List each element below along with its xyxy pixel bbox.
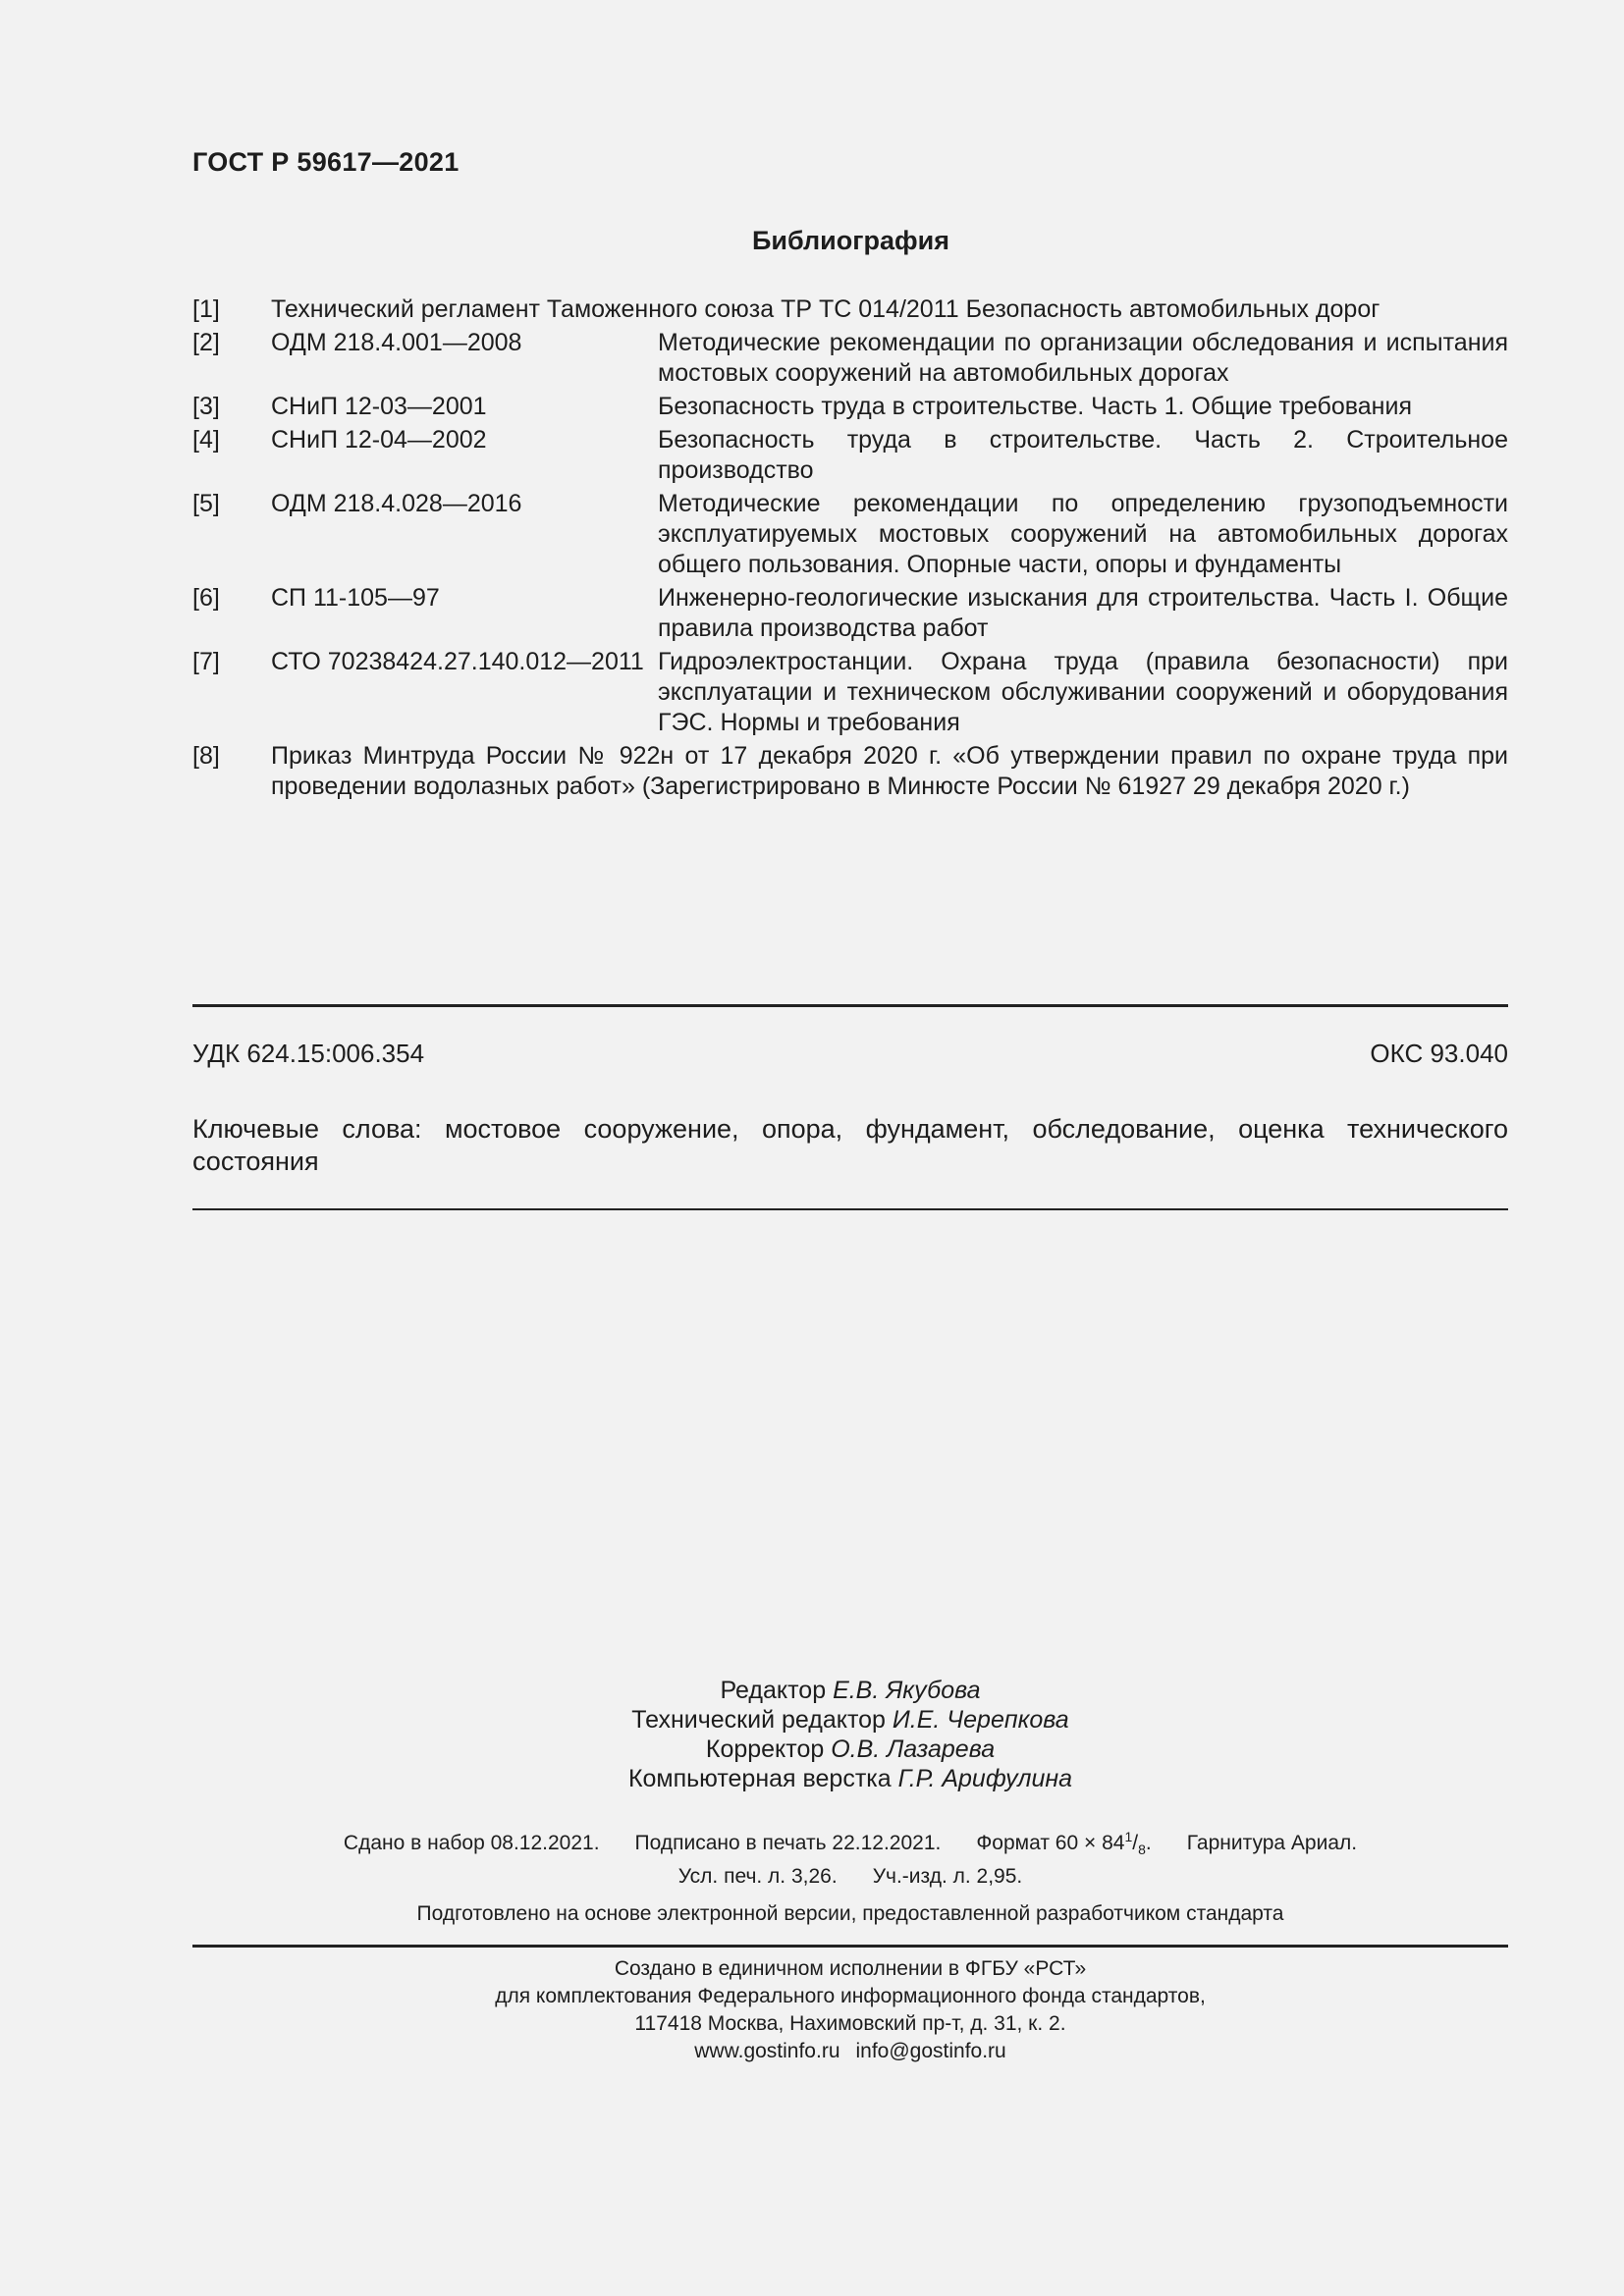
ref-number: [1] bbox=[192, 295, 220, 323]
layout-label: Компьютерная верстка bbox=[627, 1765, 892, 1792]
editor-name: Е.В. Якубова bbox=[833, 1677, 981, 1704]
ref-number: [4] bbox=[192, 426, 220, 454]
bibliography-title: Библиография bbox=[752, 226, 949, 255]
ref-number: [8] bbox=[192, 742, 220, 770]
signed-date: Подписано в печать 22.12.2021. bbox=[634, 1832, 942, 1854]
keywords: Ключевые слова: мостовое сооружение, опора, фундамент, обследование, оценка технического состояния bbox=[192, 1114, 1508, 1176]
publisher-address: 117418 Москва, Нахимовский пр-т, д. 31, к. 2. bbox=[634, 2012, 1066, 2035]
printed-sheets: Усл. печ. л. 3,26. bbox=[677, 1865, 838, 1889]
ref-number: [6] bbox=[192, 584, 220, 612]
ref-title: Приказ Минтруда России № 922н от 17 декабря 2020 г. «Об утверждении правил по охране труда при проведении водолазных работ» (Зарегистрировано в Минюсте России № 61927 29 декабря 2020 г.) bbox=[271, 742, 1508, 800]
print-info-line-1 bbox=[192, 1823, 1508, 1863]
divider bbox=[192, 1004, 1508, 1007]
standard-number: ГОСТ Р 59617—2021 bbox=[192, 147, 460, 177]
ref-title: Безопасность труда в строительстве. Часть 2. Строительное производство bbox=[658, 426, 1508, 484]
ref-code: ОДМ 218.4.028—2016 bbox=[271, 490, 522, 517]
format-denominator: 8 bbox=[1138, 1842, 1146, 1858]
corrector-line bbox=[192, 1735, 1508, 1764]
divider bbox=[192, 1945, 1508, 1948]
ref-number: [7] bbox=[192, 648, 220, 675]
bibliography-ref bbox=[192, 741, 1508, 802]
format-numerator: 1 bbox=[1124, 1829, 1133, 1844]
ref-number: [2] bbox=[192, 329, 220, 356]
publisher-line-1: Создано в единичном исполнении в ФГБУ «РСТ» bbox=[614, 1957, 1087, 1980]
ref-number: [3] bbox=[192, 393, 220, 420]
publisher-info bbox=[192, 1955, 1508, 2065]
tech-editor-name: И.Е. Черепкова bbox=[892, 1706, 1069, 1734]
paper-format: Формат $60 \times 84^1/_8$. bbox=[976, 1829, 1152, 1858]
bibliography-ref bbox=[192, 489, 1508, 580]
ref-code: СНиП 12-03—2001 bbox=[271, 393, 487, 420]
bibliography-ref bbox=[192, 294, 1508, 325]
corrector-label: Корректор bbox=[705, 1735, 825, 1763]
publisher-sheets: Уч.-изд. л. 2,95. bbox=[872, 1865, 1023, 1889]
ref-code: СНиП 12-04—2002 bbox=[271, 426, 487, 454]
ref-title: Методические рекомендации по организации обследования и испытания мостовых сооружений на автомобильных дорогах bbox=[658, 329, 1508, 387]
bibliography-list bbox=[192, 294, 1508, 805]
oks-code: ОКС 93.040 bbox=[1370, 1039, 1508, 1068]
format-prefix: Формат 60 × 84 bbox=[976, 1832, 1125, 1854]
print-info bbox=[192, 1823, 1508, 1891]
email-link[interactable]: info@gostinfo.ru bbox=[855, 2040, 1006, 2062]
bibliography-ref bbox=[192, 583, 1508, 644]
ref-title: Методические рекомендации по определению грузоподъемности эксплуатируемых мостовых сооружений на автомобильных дорогах общего пользования. Опорные части, опоры и фундаменты bbox=[658, 490, 1508, 578]
ref-title: Безопасность труда в строительстве. Часть 1. Общие требования bbox=[658, 393, 1412, 420]
publisher-contacts bbox=[192, 2038, 1508, 2065]
corrector-name: О.В. Лазарева bbox=[831, 1735, 996, 1763]
ref-number: [5] bbox=[192, 490, 220, 517]
typeface: Гарнитура Ариал. bbox=[1186, 1832, 1358, 1854]
ref-title: Инженерно-геологические изыскания для строительства. Часть I. Общие правила производства работ bbox=[658, 584, 1508, 642]
format-suffix: . bbox=[1145, 1832, 1152, 1854]
ref-code: СП 11-105—97 bbox=[271, 584, 440, 612]
bibliography-ref bbox=[192, 647, 1508, 738]
bibliography-ref bbox=[192, 392, 1508, 422]
udk-code: УДК 624.15:006.354 bbox=[192, 1039, 425, 1068]
print-info-line-2 bbox=[192, 1863, 1508, 1891]
prepared-note: Подготовлено на основе электронной версии, предоставленной разработчиком стандарта bbox=[416, 1902, 1284, 1925]
publisher-line-2: для комплектования Федерального информационного фонда стандартов, bbox=[495, 1985, 1206, 2007]
tech-editor-label: Технический редактор bbox=[631, 1706, 886, 1734]
editor-label: Редактор bbox=[720, 1677, 827, 1704]
bibliography-ref bbox=[192, 328, 1508, 389]
editor-line bbox=[192, 1676, 1508, 1705]
website-link[interactable]: www.gostinfo.ru bbox=[694, 2040, 840, 2062]
ref-code: ОДМ 218.4.001—2008 bbox=[271, 329, 522, 356]
submitted-date: Сдано в набор 08.12.2021. bbox=[343, 1832, 600, 1854]
ref-title: Гидроэлектростанции. Охрана труда (правила безопасности) при эксплуатации и техническом обслуживании сооружений и оборудования ГЭС. Нормы и требования bbox=[658, 648, 1508, 736]
bibliography-ref bbox=[192, 425, 1508, 486]
tech-editor-line bbox=[192, 1705, 1508, 1735]
layout-name: Г.Р. Арифулина bbox=[897, 1765, 1073, 1792]
divider bbox=[192, 1208, 1508, 1210]
staff-credits bbox=[192, 1676, 1508, 1793]
ref-code: СТО 70238424.27.140.012—2011 bbox=[271, 648, 644, 675]
layout-line bbox=[192, 1764, 1508, 1793]
ref-title: Технический регламент Таможенного союза ТР ТС 014/2011 Безопасность автомобильных дорог bbox=[271, 295, 1380, 323]
